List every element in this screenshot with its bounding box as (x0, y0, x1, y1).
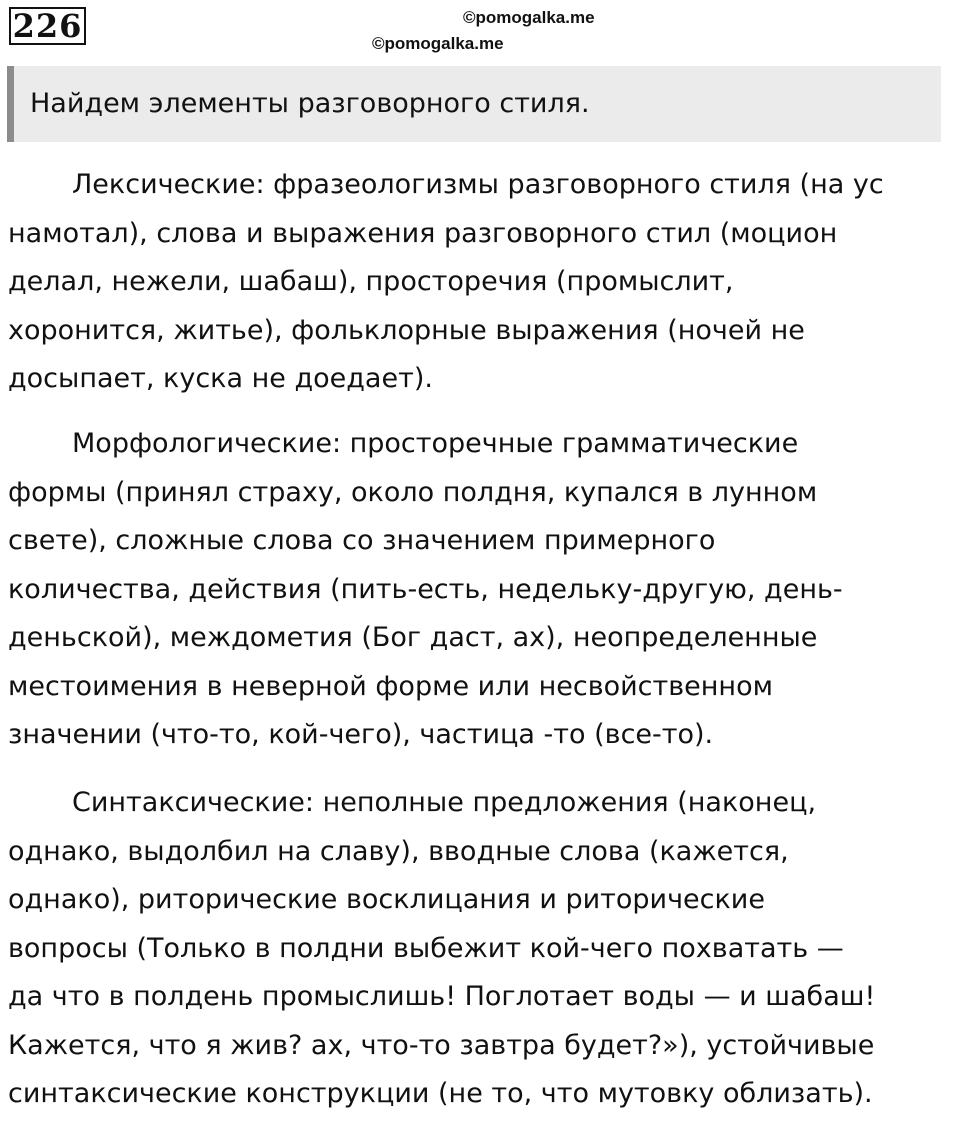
text-line: местоимения в неверной форме или несвойственном (8, 670, 773, 702)
paragraph-morphological (8, 420, 958, 760)
watermark-bottom: ©pomogalka.me (372, 34, 504, 53)
text-line: Морфологические: просторечные грамматические (72, 428, 799, 459)
text-line: значении (что-то, кой-чего), частица -то (все-то). (8, 719, 714, 750)
paragraph-lexical (8, 161, 958, 404)
text-line: Кажется, что я жив? ах, что-то завтра будет?»), устойчивые (8, 1029, 875, 1061)
text-line: однако, выдолбил на славу), вводные слова (кажется, (8, 835, 789, 867)
text-line: намотал), слова и выражения разговорного стил (моцион (8, 217, 838, 249)
task-number-badge: 226 (9, 7, 86, 45)
text-line: да что в полдень промыслишь! Поглотает воды — и шабаш! (8, 981, 876, 1012)
text-line: деньской), междометия (Бог даст, ах), неопределенные (8, 622, 818, 653)
text-line: делал, нежели, шабаш), просторечия (промыслит, (8, 266, 734, 297)
text-line: Лексические: фразеологизмы разговорного стиля (на ус (72, 169, 884, 200)
text-line: однако), риторические восклицания и риторические (8, 884, 765, 915)
text-line: формы (принял страху, около полдня, купался в лунном (8, 476, 818, 508)
heading-text: Найдем элементы разговорного стиля. (30, 88, 590, 119)
text-line: количества, действия (пить-есть, недельку-другую, день- (8, 573, 843, 605)
text-line: вопросы (Только в полдни выбежит кой-чего похватать — (8, 932, 844, 964)
text-line: Синтаксические: неполные предложения (наконец, (72, 787, 817, 818)
text-line: хоронится, житье), фольклорные выражения (ночей не (8, 314, 805, 346)
heading-callout (7, 66, 941, 142)
paragraph-syntactic (8, 779, 958, 1119)
text-line: синтаксические конструкции (не то, что мутовку облизать). (8, 1078, 873, 1109)
text-line: свете), сложные слова со значением примерного (8, 525, 716, 556)
watermark-top: ©pomogalka.me (463, 8, 595, 27)
text-line: досыпает, куска не доедает). (8, 363, 433, 394)
